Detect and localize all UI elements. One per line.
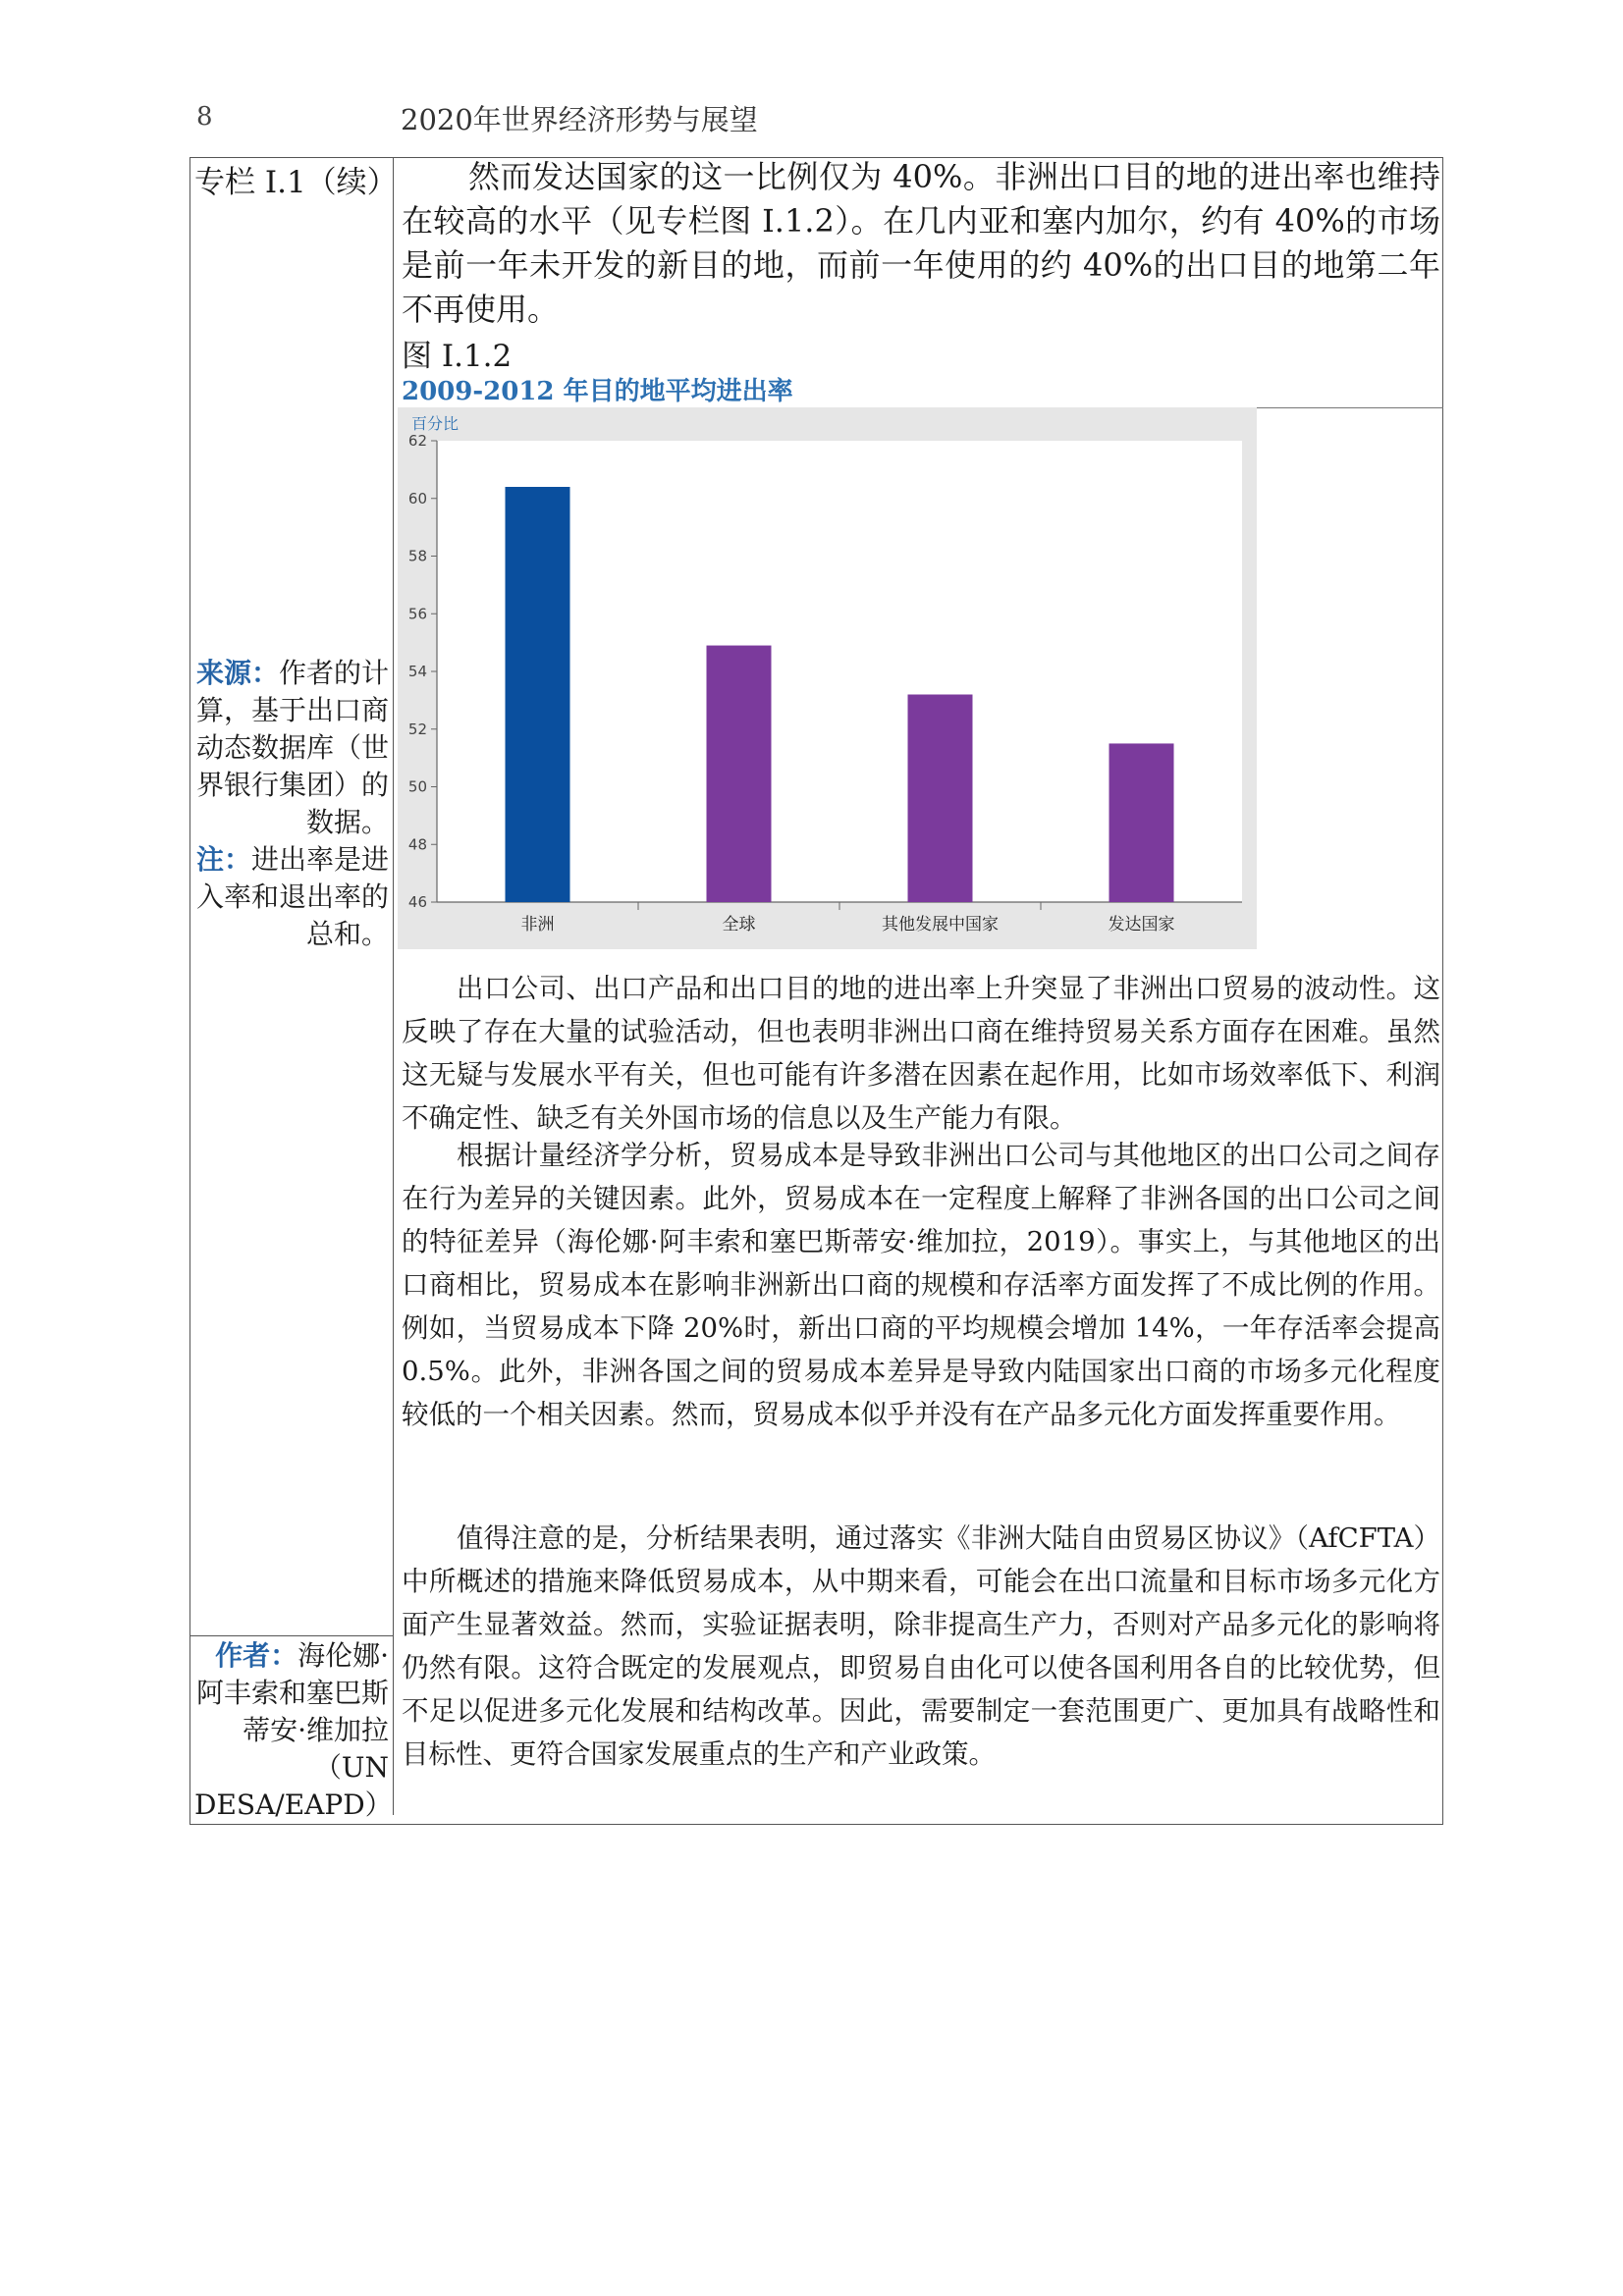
y-tick-label: 48	[407, 835, 427, 854]
author-label: 作者：	[215, 1639, 298, 1672]
author-text: 海伦娜·阿丰索和塞巴斯蒂安·维加拉（UN DESA/EAPD）	[194, 1639, 393, 1821]
y-tick-label: 52	[407, 720, 427, 738]
note-label: 注：	[195, 843, 251, 876]
source-note	[194, 655, 389, 841]
body-paragraph: 出口公司、出口产品和出口目的地的进出率上升突显了非洲出口贸易的波动性。这反映了存在大量的试验活动，但也表明非洲出口商在维持贸易关系方面存在困难。虽然这无疑与发展水平有关，但也可能有许多潜在因素在起作用，比如市场效率低下、利润不确定性、缺乏有关外国市场的信息以及生产能力有限。	[402, 973, 1440, 1134]
x-category-label: 全球	[722, 915, 756, 934]
author-credit	[194, 1637, 393, 1824]
y-tick-label: 50	[407, 777, 427, 796]
x-category-label: 非洲	[520, 915, 555, 934]
bar	[1109, 743, 1174, 902]
note-text: 进出率是进入率和退出率的总和。	[195, 843, 389, 950]
bar-chart	[398, 407, 1257, 949]
x-category-label: 其他发展中国家	[882, 915, 999, 934]
box-column-divider	[393, 157, 394, 1815]
y-tick-label: 46	[407, 893, 427, 911]
y-axis-label: 百分比	[411, 414, 460, 433]
running-title: 2020年世界经济形势与展望	[401, 103, 758, 136]
source-label: 来源：	[195, 657, 279, 689]
y-tick-label: 62	[407, 432, 427, 450]
bar	[908, 695, 973, 903]
box-intro-paragraph: 然而发达国家的这一比例仅为 40%。非洲出口目的地的进出率也维持在较高的水平（见专栏图 I.1.2）。在几内亚和塞内加尔，约有 40%的市场是前一年未开发的新目的地，而前一年使用的约 40%的出口目的地第二年不再使用。	[402, 158, 1440, 328]
figure-title: 2009-2012 年目的地平均进出率	[402, 377, 793, 406]
y-tick-label: 60	[407, 489, 427, 507]
chart-rule	[1257, 407, 1443, 408]
figure-label: 图 I.1.2	[402, 339, 513, 374]
y-tick-label: 58	[407, 547, 427, 565]
y-tick-label: 56	[407, 605, 427, 623]
page-number: 8	[196, 102, 213, 132]
bar	[707, 646, 772, 902]
note	[194, 841, 389, 953]
bar	[506, 487, 570, 902]
box-label: 专栏 I.1（续）	[194, 165, 398, 200]
source-text: 作者的计算，基于出口商动态数据库（世界银行集团）的数据。	[195, 657, 389, 838]
author-divider	[189, 1635, 393, 1636]
y-tick-label: 54	[407, 663, 427, 680]
body-paragraph: 根据计量经济学分析，贸易成本是导致非洲出口公司与其他地区的出口公司之间存在行为差异的关键因素。此外，贸易成本在一定程度上解释了非洲各国的出口公司之间的特征差异（海伦娜·阿丰索和塞巴斯蒂安·维加拉，2019）。事实上，与其他地区的出口商相比，贸易成本在影响非洲新出口商的规模和存活率方面发挥了不成比例的作用。例如，当贸易成本下降 20%时，新出口商的平均规模会增加 14%，一年存活率会提高 0.5%。此外，非洲各国之间的贸易成本差异是导致内陆国家出口商的市场多元化程度较低的一个相关因素。然而，贸易成本似乎并没有在产品多元化方面发挥重要作用。	[402, 1140, 1440, 1430]
body-paragraph: 值得注意的是，分析结果表明，通过落实《非洲大陆自由贸易区协议》（AfCFTA）中所概述的措施来降低贸易成本，从中期来看，可能会在出口流量和目标市场多元化方面产生显著效益。然而，实验证据表明，除非提高生产力，否则对产品多元化的影响将仍然有限。这符合既定的发展观点，即贸易自由化可以使各国利用各自的比较优势，但不足以促进多元化发展和结构改革。因此，需要制定一套范围更广、更加具有战略性和目标性、更符合国家发展重点的生产和产业政策。	[402, 1522, 1440, 1770]
x-category-label: 发达国家	[1108, 915, 1175, 934]
